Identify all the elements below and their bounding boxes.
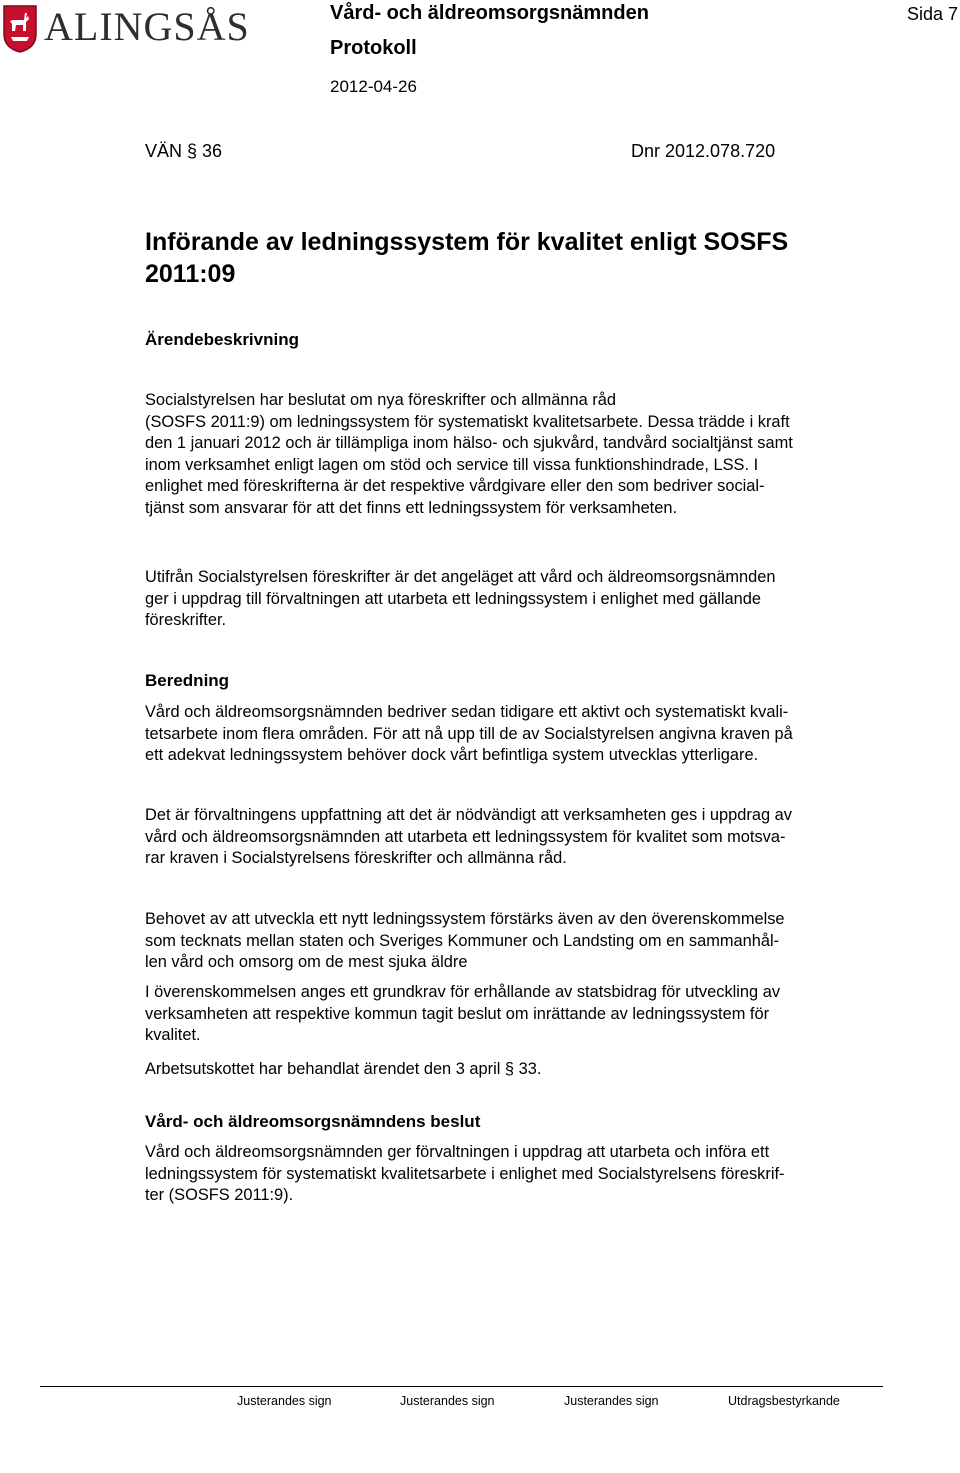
signature-label: Justerandes sign xyxy=(237,1394,332,1408)
logo-wordmark: ALINGSÅS xyxy=(44,4,250,49)
paragraph-line: len vård och omsorg om de mest sjuka äldre xyxy=(145,953,468,972)
signature-label: Justerandes sign xyxy=(564,1394,659,1408)
paragraph-line: tjänst som ansvarar för att det finns ett ledningssystem för verksamheten. xyxy=(145,498,678,517)
paragraph xyxy=(145,702,890,767)
paragraph-line: I överenskommelsen anges ett grundkrav för erhållande av statsbidrag för utveckling av xyxy=(145,983,781,1001)
paragraph xyxy=(145,1059,890,1081)
paragraph-line: verksamheten att respektive kommun tagit beslut om inrättande av ledningssystem för xyxy=(145,1004,770,1023)
paragraph-line: tetsarbete inom flera områden. För att nå upp till de av Socialstyrelsen angivna kraven på xyxy=(145,724,793,743)
paragraph-line: ledningssystem för systematiskt kvalitetsarbete i enlighet med Socialstyrelsens föreskrif- xyxy=(145,1164,785,1183)
paragraph xyxy=(145,390,890,520)
paragraph-line: Utifrån Socialstyrelsen föreskrifter är det angeläget att vård och äldreomsorgsnämnden xyxy=(145,568,776,586)
paragraph-line: ett adekvat ledningssystem behöver dock vårt befintliga system utvecklas ytterligare. xyxy=(145,746,759,765)
signature-label: Justerandes sign xyxy=(400,1394,495,1408)
paragraph-line: Vård och äldreomsorgsnämnden ger förvaltningen i uppdrag att utarbeta och införa ett xyxy=(145,1143,770,1161)
paragraph xyxy=(145,805,890,870)
paragraph-line: ger i uppdrag till förvaltningen att utarbeta ett ledningssystem i enlighet med gällande xyxy=(145,589,761,608)
paragraph-line: enlighet med föreskrifterna är det respektive vårdgivare eller den som bedriver social- xyxy=(145,477,765,496)
paragraph xyxy=(145,982,890,1047)
title-line: 2011:09 xyxy=(145,260,236,288)
heading-beredning: Beredning xyxy=(145,671,230,690)
section-reference: VÄN § 36 xyxy=(145,141,223,161)
paragraph-line: den 1 januari 2012 och är tillämpliga inom hälso- och sjukvård, tandvård socialtjänst samt xyxy=(145,434,793,453)
paragraph-line: föreskrifter. xyxy=(145,611,227,630)
paragraph xyxy=(145,1142,890,1207)
paragraph xyxy=(145,909,890,974)
paragraph-line: kvalitet. xyxy=(145,1026,201,1045)
heading-beslut: Vård- och äldreomsorgsnämndens beslut xyxy=(145,1112,481,1131)
paragraph-line: Arbetsutskottet har behandlat ärendet den 3 april § 33. xyxy=(145,1060,542,1078)
diary-number: Dnr 2012.078.720 xyxy=(631,141,776,161)
paragraph-line: som tecknats mellan staten och Sveriges Kommuner och Landsting om en sammanhål- xyxy=(145,931,780,950)
footer-divider xyxy=(40,1386,883,1387)
paragraph-line: rar kraven i Socialstyrelsens föreskrifter och allmänna råd. xyxy=(145,849,567,868)
page-title xyxy=(145,226,865,290)
paragraph-line: inom verksamhet enligt lagen om stöd och service till vissa funktionshindrade, LSS. I xyxy=(145,455,759,474)
title-line: Införande av ledningssystem för kvalitet enligt SOSFS xyxy=(145,228,789,256)
paragraph xyxy=(145,567,890,632)
heading-arendebeskrivning: Ärendebeskrivning xyxy=(145,330,299,349)
page-number: Sida 7 xyxy=(907,4,959,24)
municipality-logo xyxy=(2,4,258,58)
paragraph-line: (SOSFS 2011:9) om ledningssystem för systematiskt kvalitetsarbete. Dessa trädde i kraft xyxy=(145,412,790,431)
paragraph-line: ter (SOSFS 2011:9). xyxy=(145,1186,294,1205)
extract-certification-label: Utdragsbestyrkande xyxy=(728,1394,840,1408)
committee-name: Vård- och äldreomsorgsnämnden xyxy=(330,2,649,24)
paragraph-line: Behovet av att utveckla ett nytt ledningssystem förstärks även av den överenskommelse xyxy=(145,910,785,928)
document-type: Protokoll xyxy=(330,37,417,59)
paragraph-line: Vård och äldreomsorgsnämnden bedriver sedan tidigare ett aktivt och systematiskt kvali- xyxy=(145,703,789,721)
paragraph-line: Socialstyrelsen har beslutat om nya föreskrifter och allmänna råd xyxy=(145,391,616,409)
meeting-date: 2012-04-26 xyxy=(330,77,417,96)
paragraph-line: vård och äldreomsorgsnämnden att utarbeta ett ledningssystem för kvalitet som motsva- xyxy=(145,827,786,846)
coat-of-arms-icon xyxy=(2,4,38,54)
paragraph-line: Det är förvaltningens uppfattning att det är nödvändigt att verksamheten ges i uppdrag av xyxy=(145,806,792,824)
